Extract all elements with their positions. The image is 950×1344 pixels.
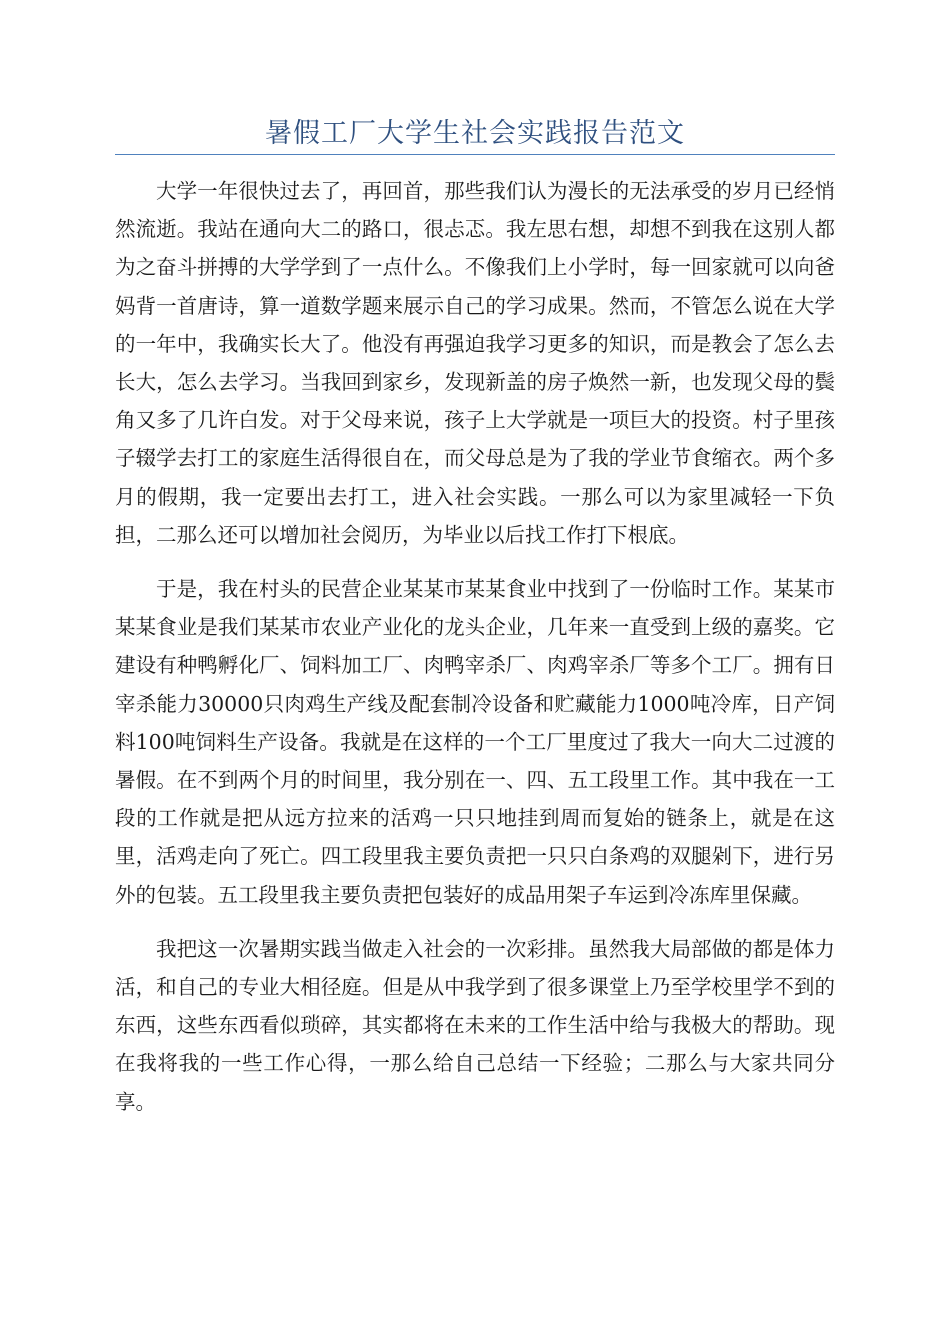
paragraph-2: 于是，我在村头的民营企业某某市某某食业中找到了一份临时工作。某某市某某食业是我们某某市农业产业化的龙头企业，几年来一直受到上级的嘉奖。它建设有种鸭孵化厂、饲料加工厂、肉鸭宰杀厂、肉鸡宰杀厂等多个工厂。拥有日宰杀能力30000只肉鸡生产线及配套制冷设备和贮藏能力1000吨冷库，日产饲料100吨饲料生产设备。我就是在这样的一个工厂里度过了我大一向大二过渡的暑假。在不到两个月的时间里，我分别在一、四、五工段里工作。其中我在一工段的工作就是把从远方拉来的活鸡一只只地挂到周而复始的链条上，就是在这里，活鸡走向了死亡。四工段里我主要负责把一只只白条鸡的双腿剁下，进行另外的包装。五工段里我主要负责把包装好的成品用架子车运到冷冻库里保藏。 [115,577,835,907]
document-body [115,172,835,1137]
title-underline [115,154,835,155]
paragraph-3: 我把这一次暑期实践当做走入社会的一次彩排。虽然我大局部做的都是体力活，和自己的专业大相径庭。但是从中我学到了很多课堂上乃至学校里学不到的东西，这些东西看似琐碎，其实都将在未来的工作生活中给与我极大的帮助。现在我将我的一些工作心得，一那么给自己总结一下经验；二那么与大家共同分享。 [115,936,835,1114]
paragraph-1: 大学一年很快过去了，再回首，那些我们认为漫长的无法承受的岁月已经悄然流逝。我站在通向大二的路口，很忐忑。我左思右想，却想不到我在这别人都为之奋斗拼搏的大学学到了一点什么。不像我们上小学时，每一回家就可以向爸妈背一首唐诗，算一道数学题来展示自己的学习成果。然而，不管怎么说在大学的一年中，我确实长大了。他没有再强迫我学习更多的知识，而是教会了怎么去长大，怎么去学习。当我回到家乡，发现新盖的房子焕然一新，也发现父母的鬓角又多了几许白发。对于父母来说，孩子上大学就是一项巨大的投资。村子里孩子辍学去打工的家庭生活得很自在，而父母总是为了我的学业节食缩衣。两个多月的假期，我一定要出去打工，进入社会实践。一那么可以为家里减轻一下负担，二那么还可以增加社会阅历，为毕业以后找工作打下根底。 [115,179,835,547]
document-title: 暑假工厂大学生社会实践报告范文 [265,118,685,149]
